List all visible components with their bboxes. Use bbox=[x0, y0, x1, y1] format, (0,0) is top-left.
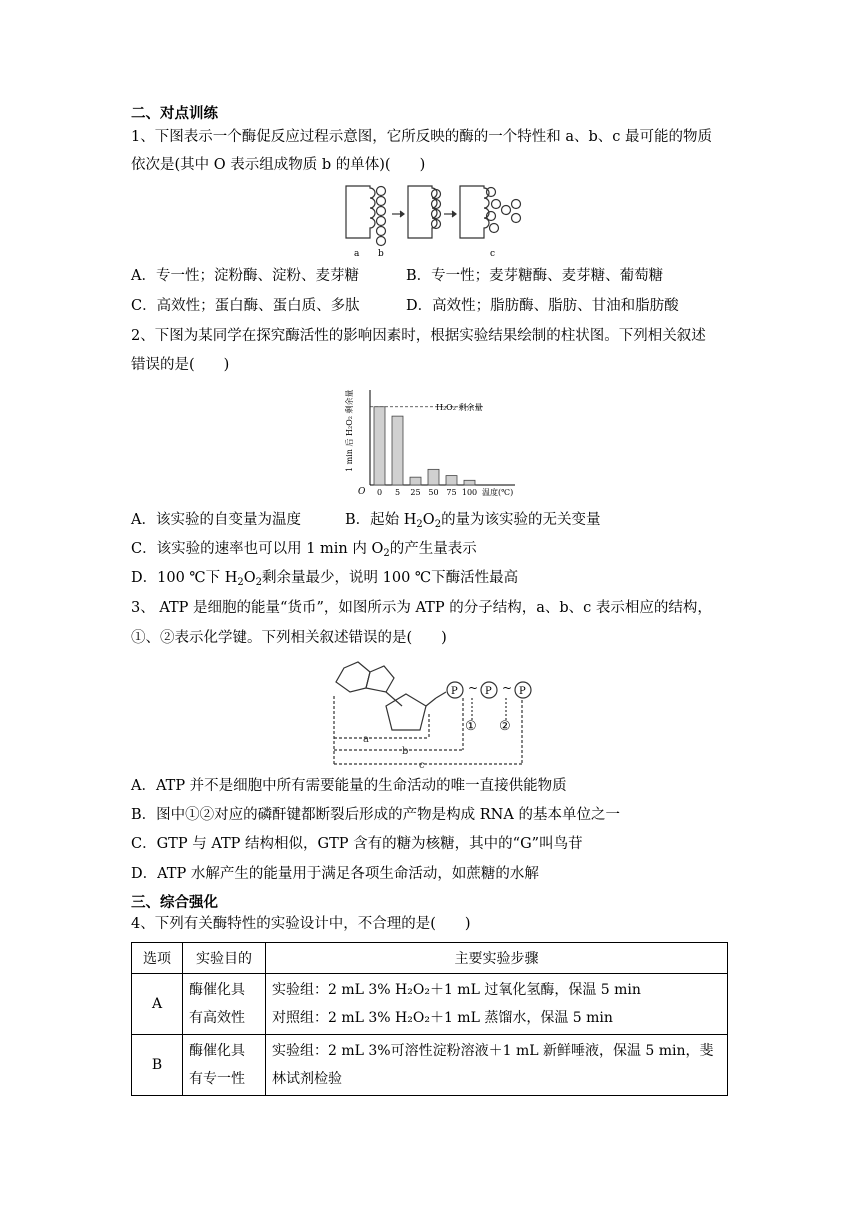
q2-bar-chart bbox=[340, 382, 530, 500]
q3-option-b[interactable]: B．图中①②对应的磷酐键都断裂后形成的产物是构成 RNA 的基本单位之一 bbox=[131, 807, 620, 823]
table-row bbox=[132, 1035, 728, 1096]
row-a-option: A bbox=[132, 974, 183, 1035]
q2-stem-line2: 错误的是( ) bbox=[131, 357, 230, 373]
bar-5 bbox=[392, 416, 403, 485]
q1-fig-label-a: a bbox=[354, 249, 360, 258]
row-b-steps: 实验组：2 mL 3%可溶性淀粉溶液＋1 mL 新鲜唾液，保温 5 min，斐 林试剂检验 bbox=[266, 1035, 728, 1096]
o-letter: O bbox=[243, 570, 256, 586]
tick-label-100: 100 bbox=[461, 488, 478, 497]
q1-option-a[interactable]: A．专一性；淀粉酶、淀粉、麦芽糖 bbox=[131, 268, 359, 284]
tick-label-0: 0 bbox=[376, 488, 383, 497]
bracket-c-label: c bbox=[419, 760, 425, 770]
q2-y-axis-label: 1 min 后 H₂O₂ 剩余量 bbox=[345, 389, 354, 472]
o-letter: O bbox=[422, 512, 435, 528]
bar-0 bbox=[374, 407, 385, 485]
row-b-purpose: 酶催化具 有专一性 bbox=[183, 1035, 266, 1096]
section-title-2: 二、对点训练 bbox=[131, 105, 218, 122]
q2-reference-label: H₂O₂ 剩余量 bbox=[436, 403, 483, 412]
bracket-a-label: a bbox=[363, 734, 369, 745]
section-title-3: 三、综合强化 bbox=[131, 894, 218, 911]
bar-25 bbox=[410, 477, 421, 485]
bar-50 bbox=[428, 469, 439, 485]
q3-option-d[interactable]: D．ATP 水解产生的能量用于满足各项生命活动，如蔗糖的水解 bbox=[131, 866, 539, 882]
phosphate-1: P bbox=[451, 686, 458, 697]
q4-table bbox=[131, 942, 728, 1096]
q3-option-c[interactable]: C．GTP 与 ATP 结构相似，GTP 含有的糖为核糖，其中的“G”叫鸟苷 bbox=[131, 836, 583, 852]
tick-label-75: 75 bbox=[446, 488, 457, 497]
q1-fig-label-c: c bbox=[490, 249, 496, 258]
bond-2-label: ② bbox=[499, 719, 511, 734]
header-purpose: 实验目的 bbox=[183, 943, 266, 974]
header-steps: 主要实验步骤 bbox=[266, 943, 728, 974]
table-row bbox=[132, 974, 728, 1035]
q2-option-a[interactable]: A．该实验的自变量为温度 bbox=[131, 512, 301, 528]
q1-option-c[interactable]: C．高效性；蛋白酶、蛋白质、多肽 bbox=[131, 298, 360, 314]
q2-option-c[interactable]: C．该实验的速率也可以用 1 min 内 $O_2$的产生量表示 bbox=[131, 541, 477, 559]
q2-option-d[interactable]: D．100 ℃下 $H_2O_2$剩余量最少，说明 100 ℃下酶活性最高 bbox=[131, 570, 519, 588]
q1-stem-line2: 依次是(其中 O 表示组成物质 b 的单体)( ) bbox=[131, 157, 426, 173]
q3-option-a[interactable]: A．ATP 并不是细胞中所有需要能量的生命活动的唯一直接供能物质 bbox=[131, 778, 567, 794]
phosphate-2: P bbox=[485, 686, 492, 697]
q1-option-b[interactable]: B．专一性；麦芽糖酶、麦芽糖、葡萄糖 bbox=[406, 268, 664, 284]
q2-origin-label: O bbox=[358, 487, 366, 497]
bond-1-label: ① bbox=[465, 719, 477, 734]
table-header-row bbox=[132, 943, 728, 974]
tick-label-25: 25 bbox=[410, 488, 421, 497]
q1-enzyme-diagram bbox=[340, 182, 540, 258]
q4-stem: 4、下列有关酶特性的实验设计中，不合理的是( ) bbox=[131, 916, 471, 932]
tick-label-5: 5 bbox=[394, 488, 401, 497]
q3-stem-line2: ①、②表示化学键。下列相关叙述错误的是( ) bbox=[131, 630, 447, 646]
q3-atp-structure bbox=[326, 658, 536, 770]
bracket-b-label: b bbox=[402, 746, 409, 757]
tilde-2: ~ bbox=[502, 681, 513, 695]
q1-option-d[interactable]: D．高效性；脂肪酶、脂肪、甘油和脂肪酸 bbox=[406, 298, 679, 314]
row-a-steps: 实验组：2 mL 3% H₂O₂＋1 mL 过氧化氢酶，保温 5 min 对照组：2 mL 3% H₂O₂＋1 mL 蒸馏水，保温 5 min bbox=[266, 974, 728, 1035]
q2-stem-line1: 2、下图为某同学在探究酶活性的影响因素时，根据实验结果绘制的柱状图。下列相关叙述 bbox=[131, 328, 706, 344]
row-a-purpose: 酶催化具 有高效性 bbox=[183, 974, 266, 1035]
q1-stem-line1: 1、下图表示一个酶促反应过程示意图，它所反映的酶的一个特性和 a、b、c 最可能的物质 bbox=[131, 129, 712, 145]
bar-75 bbox=[446, 476, 457, 485]
tick-label-50: 50 bbox=[428, 488, 439, 497]
q1-fig-label-b: b bbox=[378, 249, 384, 258]
q2-x-axis-label: 温度(℃) bbox=[482, 488, 514, 497]
q3-stem-line1: 3、 ATP 是细胞的能量“货币”，如图所示为 ATP 的分子结构，a、b、c 表示相应的结构， bbox=[131, 600, 712, 616]
bar-100 bbox=[464, 480, 475, 485]
tilde-1: ~ bbox=[468, 681, 479, 695]
q2-option-b[interactable]: B．起始 $H_2O_2$的量为该实验的无关变量 bbox=[345, 512, 601, 530]
row-b-option: B bbox=[132, 1035, 183, 1096]
phosphate-3: P bbox=[519, 686, 526, 697]
header-option: 选项 bbox=[132, 943, 183, 974]
